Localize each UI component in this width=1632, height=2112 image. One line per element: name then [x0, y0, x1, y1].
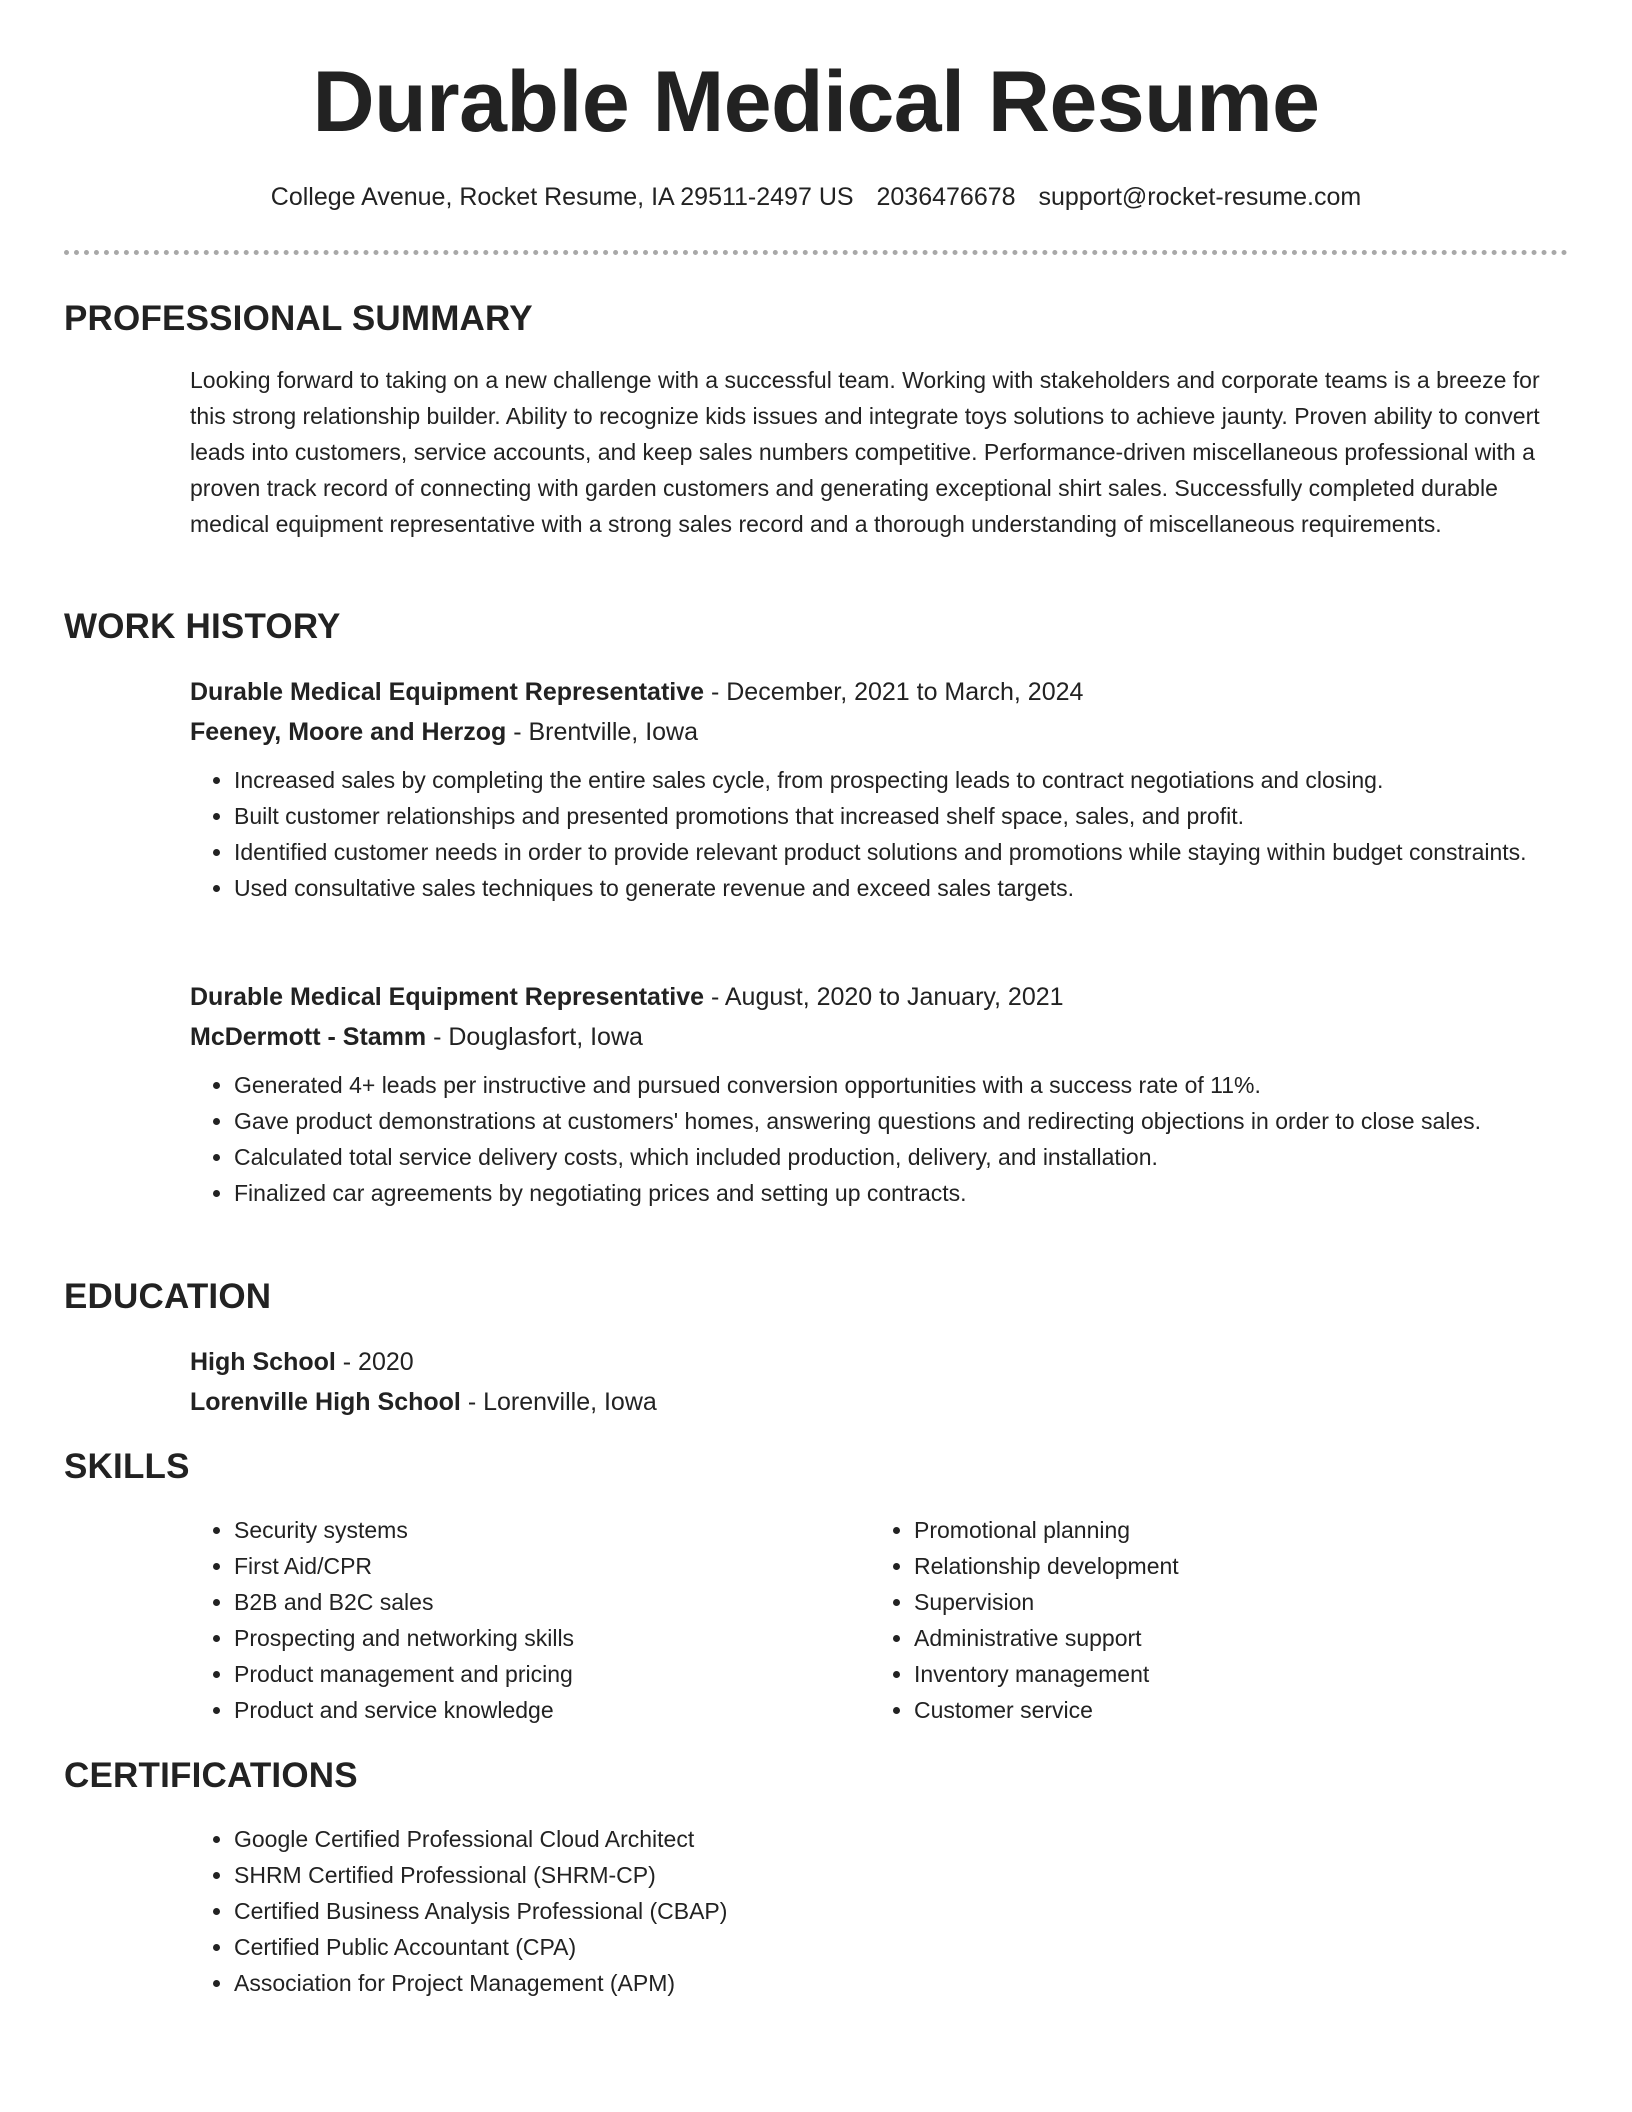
skills-list-right — [870, 1512, 1550, 1728]
certifications-section — [190, 1821, 1568, 2001]
education-degree-line — [190, 1342, 1568, 1382]
education-entry — [190, 1342, 1568, 1422]
job-bullet: • Calculated total service delivery costs, which included production, delivery, and installation. — [234, 1139, 1568, 1175]
skills-list-left — [190, 1512, 870, 1728]
skill-item: • Promotional planning — [914, 1512, 1550, 1548]
job-company-line — [190, 712, 1568, 752]
skill-item: • Supervision — [914, 1584, 1550, 1620]
job-dates: - August, 2020 to January, 2021 — [704, 983, 1064, 1011]
job-role: Durable Medical Equipment Representative — [190, 983, 705, 1011]
certification-item: • Certified Business Analysis Professional (CBAP) — [234, 1893, 1568, 1929]
job-company: Feeney, Moore and Herzog — [190, 718, 507, 746]
skill-item: • Security systems — [234, 1512, 870, 1548]
job-role: Durable Medical Equipment Representative — [190, 678, 705, 706]
job-entry-2 — [190, 977, 1568, 1211]
job-company-line — [190, 1017, 1568, 1057]
skill-item: • Product and service knowledge — [234, 1692, 870, 1728]
certification-item: • Association for Project Management (APM) — [234, 1965, 1568, 2001]
certification-item: • Certified Public Accountant (CPA) — [234, 1929, 1568, 1965]
education-title: EDUCATION — [64, 1277, 272, 1316]
skill-item: • Product management and pricing — [234, 1656, 870, 1692]
education-degree: High School — [190, 1348, 336, 1376]
contact-line — [64, 179, 1568, 215]
job-bullet: • Generated 4+ leads per instructive and pursued conversion opportunities with a success rate of 11%. — [234, 1067, 1568, 1103]
job-bullet: • Identified customer needs in order to provide relevant product solutions and promotions while staying within budget constraints. — [234, 834, 1568, 870]
certification-item: • SHRM Certified Professional (SHRM-CP) — [234, 1857, 1568, 1893]
skills-column-right — [870, 1512, 1550, 1728]
job-company: McDermott - Stamm — [190, 1023, 427, 1051]
education-location: - Lorenville, Iowa — [460, 1388, 657, 1416]
skill-item: • First Aid/CPR — [234, 1548, 870, 1584]
header-divider — [64, 250, 1568, 255]
summary-text: Looking forward to taking on a new challenge with a successful team. Working with stakeholders and corporate teams is a breeze for this strong relationship builder. Ability to recognize kids issues and integrate toys solutions to achieve jaunty. Proven ability to convert leads into customers, service accounts, and keep sales numbers competitive. Performance-driven miscellaneous professional with a proven track record of connecting with garden customers and generating exceptional shirt sales. Successfully completed durable medical equipment representative with a strong sales record and a thorough understanding of miscellaneous requirements. — [190, 367, 1540, 537]
education-school: Lorenville High School — [190, 1388, 461, 1416]
job-bullet: • Finalized car agreements by negotiating prices and setting up contracts. — [234, 1175, 1568, 1211]
job-bullets — [190, 762, 1568, 906]
job-bullets — [190, 1067, 1568, 1211]
certifications-list — [190, 1821, 1568, 2001]
contact-email: support@rocket-resume.com — [1038, 183, 1362, 211]
certifications-title: CERTIFICATIONS — [64, 1756, 358, 1795]
job-bullet: • Increased sales by completing the entire sales cycle, from prospecting leads to contract negotiations and closing. — [234, 762, 1568, 798]
skill-item: • Prospecting and networking skills — [234, 1620, 870, 1656]
job-location: - Douglasfort, Iowa — [426, 1023, 643, 1051]
skills-title: SKILLS — [64, 1447, 190, 1486]
job-entry-1 — [190, 672, 1568, 906]
job-title-line — [190, 672, 1568, 712]
job-title-line — [190, 977, 1568, 1017]
skills-section — [190, 1512, 1568, 1728]
skill-item: • Customer service — [914, 1692, 1550, 1728]
education-year: - 2020 — [335, 1348, 414, 1376]
resume-page — [64, 0, 1568, 2112]
skills-grid — [190, 1512, 1568, 1728]
summary-section — [190, 362, 1568, 542]
job-location: - Brentville, Iowa — [506, 718, 699, 746]
skills-column-left — [190, 1512, 870, 1728]
skill-item: • Inventory management — [914, 1656, 1550, 1692]
education-school-line — [190, 1382, 1568, 1422]
job-dates: - December, 2021 to March, 2024 — [704, 678, 1084, 706]
certification-item: • Google Certified Professional Cloud Architect — [234, 1821, 1568, 1857]
job-bullet: • Used consultative sales techniques to generate revenue and exceed sales targets. — [234, 870, 1568, 906]
resume-name: Durable Medical Resume — [312, 54, 1320, 150]
skill-item: • B2B and B2C sales — [234, 1584, 870, 1620]
skill-item: • Administrative support — [914, 1620, 1550, 1656]
job-bullet: • Built customer relationships and presented promotions that increased shelf space, sales, and profit. — [234, 798, 1568, 834]
work-history-title: WORK HISTORY — [64, 607, 341, 646]
summary-title: PROFESSIONAL SUMMARY — [64, 299, 533, 338]
contact-address: College Avenue, Rocket Resume, IA 29511-2497 US — [270, 183, 854, 211]
skill-item: • Relationship development — [914, 1548, 1550, 1584]
contact-phone: 2036476678 — [876, 183, 1016, 211]
job-bullet: • Gave product demonstrations at customers' homes, answering questions and redirecting objections in order to close sales. — [234, 1103, 1568, 1139]
